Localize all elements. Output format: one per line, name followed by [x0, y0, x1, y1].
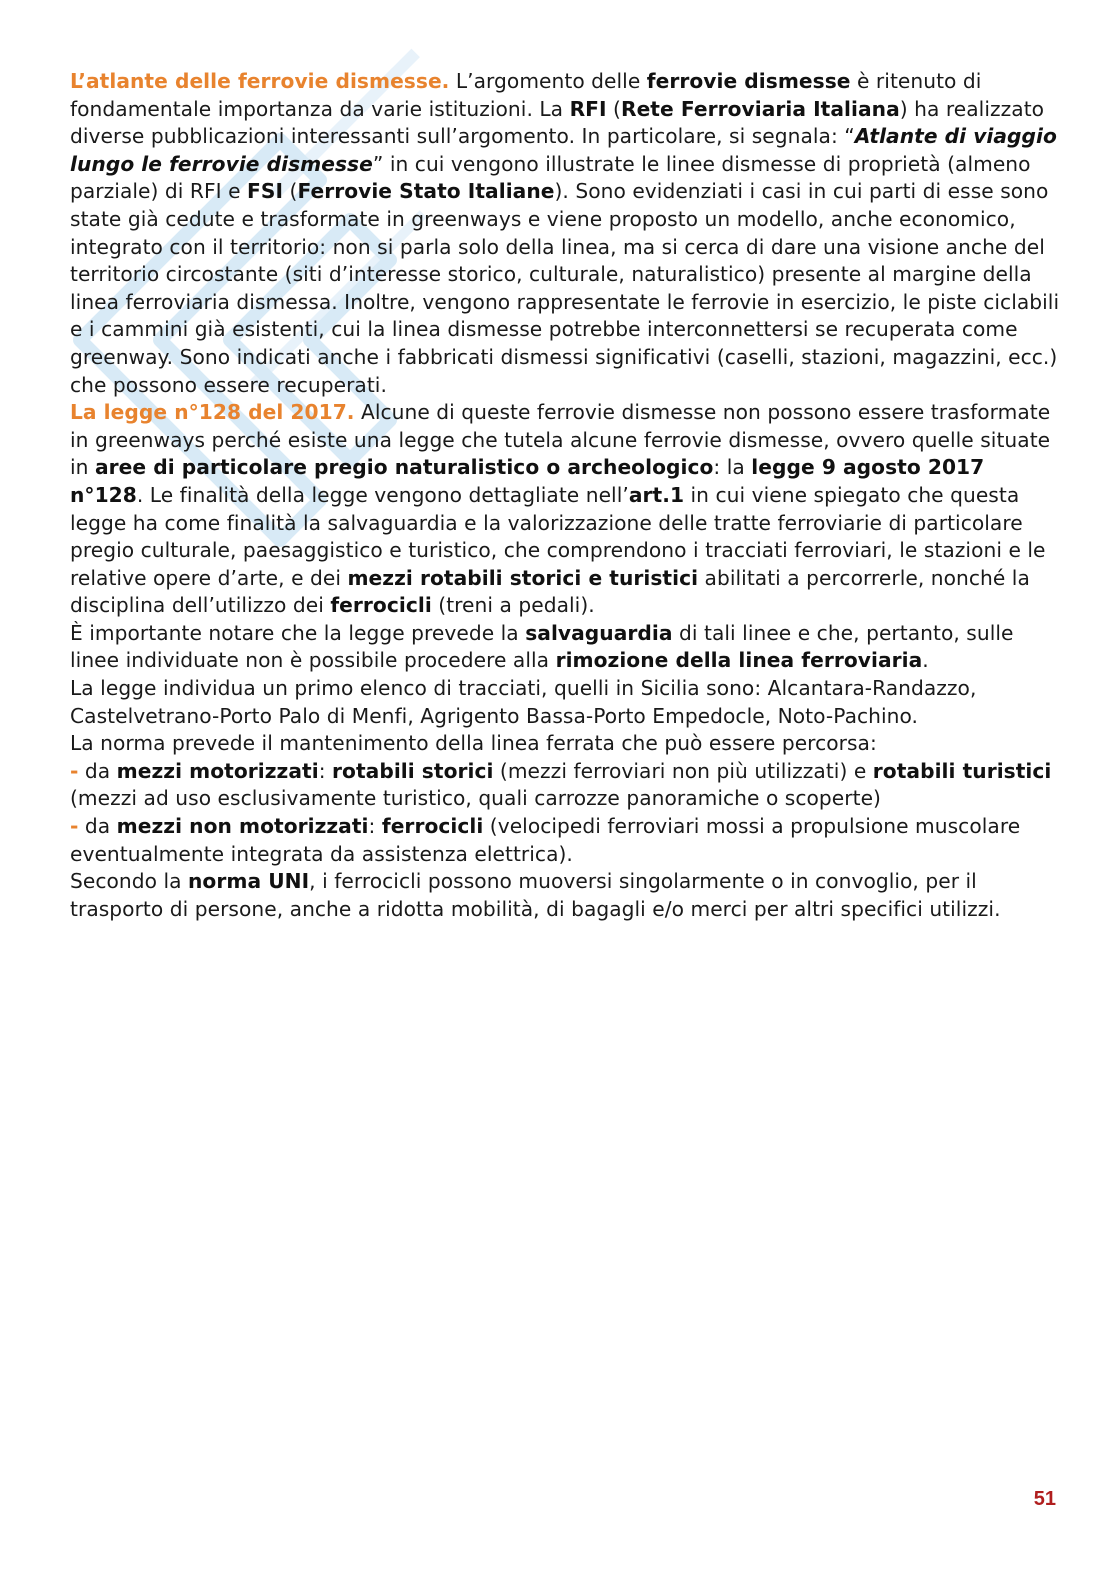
paragraph-elenco-tracciati: La legge individua un primo elenco di tracciati, quelli in Sicilia sono: Alcantara-Randazzo, Castelvetrano-Porto Palo di Menfi, Agrigento Bassa-Porto Empedocle, Noto-Pachino.: [70, 676, 977, 728]
paragraph-legge: La legge n°128 del 2017. Alcune di queste ferrovie dismesse non possono essere trasformate in greenways perché esiste una legge che tutela alcune ferrovie dismesse, ovvero quelle situate in aree di particolare pregio naturalistico o archeologico: la legge 9 agosto 2017 n°128. Le finalità della legge vengono dettagliate nell’art.1 in cui viene spiegato che questa legge ha come finalità la salvaguardia e la valorizzazione delle tratte ferroviarie di particolare pregio culturale, paesaggistico e turistico, che comprendono i tracciati ferroviari, le stazioni e le relative opere d’arte, e dei mezzi rotabili storici e turistici abilitati a percorrerle, nonché la disciplina dell’utilizzo dei ferrocicli (treni a pedali).: [70, 400, 1051, 618]
paragraph-norma: La norma prevede il mantenimento della linea ferrata che può essere percorsa:: [70, 731, 877, 756]
section-heading-legge: La legge n°128 del 2017.: [70, 400, 355, 425]
paragraph-salvaguardia: È importante notare che la legge prevede la salvaguardia di tali linee e che, pertanto, sulle linee individuate non è possibile procedere alla rimozione della linea ferroviaria.: [70, 620, 1014, 673]
list-item: - da mezzi motorizzati: rotabili storici (mezzi ferroviari non più utilizzati) e rotabili turistici (mezzi ad uso esclusivamente turistico, quali carrozze panoramiche o scoperte): [70, 758, 1052, 811]
list-dash: -: [70, 758, 79, 783]
paragraph-atlante: L’atlante delle ferrovie dismesse. L’argomento delle ferrovie dismesse è ritenuto di fondamentale importanza da varie istituzioni. La RFI (Rete Ferroviaria Italiana) ha realizzato diverse pubblicazioni interessanti sull’argomento. In particolare, si segnala: “Atlante di viaggio lungo le ferrovie dismesse” in cui vengono illustrate le linee dismesse di proprietà (almeno parziale) di RFI e FSI (Ferrovie Stato Italiane). Sono evidenziati i casi in cui parti di esse sono state già cedute e trasformate in greenways e viene proposto un modello, anche economico, integrato con il territorio: non si parla solo della linea, ma si cerca di dare una visione anche del territorio circostante (siti d’interesse storico, culturale, naturalistico) presente al margine della linea ferroviaria dismessa. Inoltre, vengono rappresentate le ferrovie in esercizio, le piste ciclabili e i cammini già esistenti, cui la linea dismesse potrebbe interconnettersi se recuperata come greenway. Sono indicati anche i fabbricati dismessi significativi (caselli, stazioni, magazzini, ecc.) che possono essere recuperati.: [70, 69, 1060, 397]
page-number: 51: [1033, 1488, 1056, 1510]
document-body: [70, 68, 1060, 923]
paragraph-norma-uni: Secondo la norma UNI, i ferrocicli possono muoversi singolarmente o in convoglio, per il trasporto di persone, anche a ridotta mobilità, di bagagli e/o merci per altri specifici utilizzi.: [70, 869, 1001, 921]
list-dash: -: [70, 814, 79, 839]
list-item: - da mezzi non motorizzati: ferrocicli (velocipedi ferroviari mossi a propulsione muscolare eventualmente integrata da assistenza elettrica).: [70, 814, 1021, 866]
section-heading-atlante: L’atlante delle ferrovie dismesse.: [70, 69, 450, 93]
